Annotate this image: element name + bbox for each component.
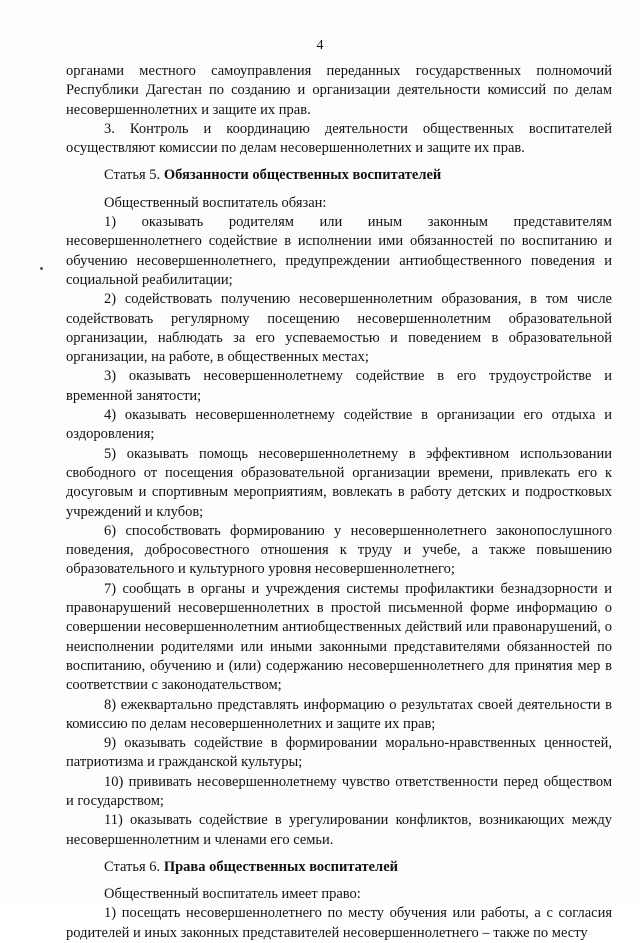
article-5-title: Обязанности общественных воспитателей — [163, 167, 442, 184]
article-5-item-10: 10) прививать несовершеннолетнему чувство ответственности перед обществом и государством; — [66, 773, 612, 809]
article-6-item-1: 1) посещать несовершеннолетнего по месту обучения или работы, а с согласия родителей и иных законных представителей несовершеннолетнего – также по месту — [66, 905, 612, 941]
article-5-item-3: 3) оказывать несовершеннолетнему содействие в его трудоустройстве и временной занятости; — [66, 368, 612, 404]
article-6-prefix: Статья 6. — [104, 858, 164, 875]
article-5-item-4: 4) оказывать несовершеннолетнему содействие в организации его отдыха и оздоровления; — [66, 407, 612, 443]
article-6-lead: Общественный воспитатель имеет право: — [104, 886, 361, 903]
page-number: 4 — [316, 38, 324, 53]
article-5-heading — [66, 166, 612, 185]
document-body — [66, 62, 612, 943]
article-5-lead: Общественный воспитатель обязан: — [104, 194, 327, 211]
article-5-item-6: 6) способствовать формированию у несовершеннолетнего законопослушного поведения, добросовестного отношения к труду и учебе, а также повышению образовательного и культурного уровня несовершеннолетнего; — [66, 522, 612, 578]
article-5-item-5: 5) оказывать помощь несовершеннолетнему в эффективном использовании свободного от посещения образовательной организации времени, привлекать его к досуговым и спортивным мероприятиям, вовлекать в работу детских и подростковых учреждений и клубов; — [66, 445, 612, 520]
article-6-title: Права общественных воспитателей — [163, 858, 398, 875]
article-5-item-2: 2) содействовать получению несовершеннолетним образования, в том числе содействовать регулярному посещению несовершеннолетним образовательной организации, наблюдать за его успеваемостью и поведением в образовательной организации, на работе, в общественных местах; — [66, 291, 612, 366]
article-5-prefix: Статья 5. — [104, 167, 164, 184]
article-5-item-11: 11) оказывать содействие в урегулировании конфликтов, возникающих между несовершеннолетним и членами его семьи. — [66, 812, 612, 848]
intro-paragraph-2: 3. Контроль и координацию деятельности общественных воспитателей осуществляют комиссии по делам несовершеннолетних и защите их прав. — [66, 120, 612, 157]
article-5-item-1: 1) оказывать родителям или иным законным представителям несовершеннолетнего содействие в исполнении ими обязанностей по воспитанию и обучению несовершеннолетнего, предупреждении антиобщественного поведения и социальной реабилитации; — [66, 214, 612, 288]
article-6-heading — [66, 858, 612, 877]
intro-paragraph-1: органами местного самоуправления переданных государственных полномочий Республики Дагестан по созданию и организации деятельности комиссий по делам несовершеннолетних и защите их прав. — [66, 63, 612, 118]
margin-mark — [40, 267, 43, 270]
article-5-item-7: 7) сообщать в органы и учреждения системы профилактики безнадзорности и правонарушений несовершеннолетних в простой письменной форме информацию о совершении несовершеннолетним антиобщественных действий или правонарушений, о неисполнении родителями или иными законными представителями обязанностей по воспитанию, обучению и (или) содержанию несовершеннолетнего для принятия мер в соответствии с законодательством; — [66, 580, 612, 694]
article-5-item-8: 8) ежеквартально представлять информацию о результатах своей деятельности в комиссию по делам несовершеннолетних и защите их прав; — [66, 696, 612, 732]
article-5-item-9: 9) оказывать содействие в формировании морально-нравственных ценностей, патриотизма и гражданской культуры; — [66, 735, 612, 771]
